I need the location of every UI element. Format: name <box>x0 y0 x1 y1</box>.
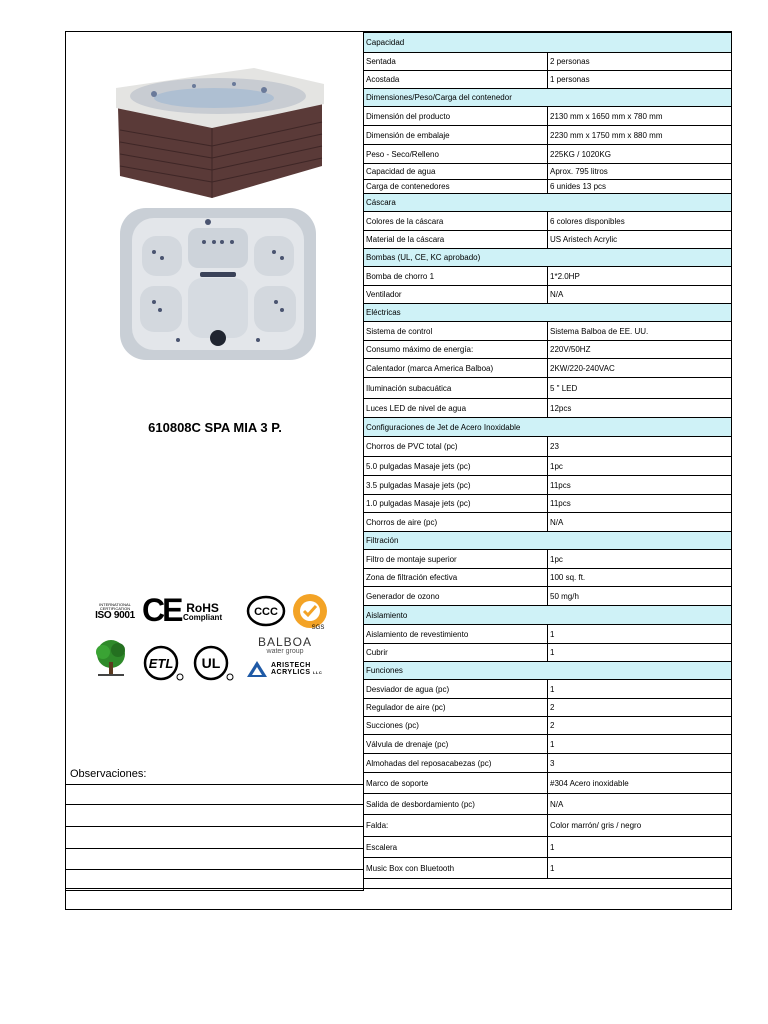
aristech-mark-icon <box>246 660 268 678</box>
spec-value: 1 <box>548 735 732 754</box>
spec-value: 1 <box>548 837 732 858</box>
spec-label: Salida de desbordamiento (pc) <box>364 794 548 815</box>
spec-row <box>364 837 732 858</box>
spec-value: 1 <box>548 644 732 662</box>
spec-label: Acostada <box>364 71 548 89</box>
spec-table <box>363 32 732 879</box>
spec-value: 11pcs <box>548 495 732 513</box>
spec-value: N/A <box>548 286 732 304</box>
spec-row <box>364 858 732 879</box>
iso-line1: INTERNATIONAL <box>99 602 131 607</box>
tree-logo <box>90 638 132 680</box>
spec-label: Music Box con Bluetooth <box>364 858 548 879</box>
rohs-text: RoHS <box>186 601 219 615</box>
spec-row <box>364 754 732 773</box>
product-panel <box>66 32 364 765</box>
section-label: Aislamiento <box>364 606 732 625</box>
section-label: Dimensiones/Peso/Carga del contenedor <box>364 89 732 107</box>
spec-value: 1 personas <box>548 71 732 89</box>
spec-label: Falda: <box>364 815 548 837</box>
spec-label: Calentador (marca America Balboa) <box>364 359 548 378</box>
spec-section-header <box>364 662 732 680</box>
spec-label: Dimensión del producto <box>364 107 548 126</box>
spec-value: 2230 mm x 1750 mm x 880 mm <box>548 126 732 145</box>
spec-value: N/A <box>548 513 732 532</box>
spec-label: Bomba de chorro 1 <box>364 267 548 286</box>
spec-value: 23 <box>548 437 732 457</box>
balboa-text: BALBOA <box>258 635 313 649</box>
spec-value: 12pcs <box>548 399 732 418</box>
rohs-sub: Compliant <box>183 613 223 622</box>
spec-row <box>364 341 732 359</box>
spec-label: Cubrir <box>364 644 548 662</box>
spec-row <box>364 773 732 794</box>
etl-text: ETL <box>148 656 174 671</box>
spec-row <box>364 180 732 194</box>
spec-label: Filtro de montaje superior <box>364 550 548 569</box>
spec-value: 2 <box>548 717 732 735</box>
spec-label: Sentada <box>364 53 548 71</box>
aristech-text1: ARISTECH <box>271 662 311 669</box>
spec-row <box>364 550 732 569</box>
aristech-logo <box>246 660 322 678</box>
spec-label: Zona de filtración efectiva <box>364 569 548 587</box>
spec-row <box>364 145 732 164</box>
spec-label: Dimensión de embalaje <box>364 126 548 145</box>
spec-label: Desviador de agua (pc) <box>364 680 548 699</box>
spec-row <box>364 569 732 587</box>
spec-value: 5 " LED <box>548 378 732 399</box>
spec-label: Colores de la cáscara <box>364 212 548 231</box>
spec-row <box>364 399 732 418</box>
iso-9001-logo <box>92 603 138 621</box>
observations-table <box>66 765 364 891</box>
spec-section-header <box>364 418 732 437</box>
spec-row <box>364 267 732 286</box>
spec-section-header <box>364 33 732 53</box>
spa-side-photo <box>114 50 326 200</box>
section-label: Configuraciones de Jet de Acero Inoxidable <box>364 418 732 437</box>
aristech-text2: ACRYLICS <box>271 669 311 676</box>
spec-label: Válvula de drenaje (pc) <box>364 735 548 754</box>
product-title: 610808C SPA MIA 3 P. <box>148 420 282 435</box>
observations-row <box>66 869 364 890</box>
iso-main: ISO 9001 <box>95 610 135 621</box>
spec-value: #304 Acero inoxidable <box>548 773 732 794</box>
spec-section-header <box>364 532 732 550</box>
spec-row <box>364 513 732 532</box>
spec-label: 1.0 pulgadas Masaje jets (pc) <box>364 495 548 513</box>
iso-line2: CERTIFICATION <box>99 606 131 611</box>
spec-label: Chorros de aire (pc) <box>364 513 548 532</box>
spec-section-header <box>364 606 732 625</box>
spec-row <box>364 437 732 457</box>
spec-label: Marco de soporte <box>364 773 548 794</box>
spec-row <box>364 126 732 145</box>
spec-row <box>364 587 732 606</box>
spec-section-header <box>364 89 732 107</box>
spec-row <box>364 457 732 476</box>
spec-value: US Aristech Acrylic <box>548 231 732 249</box>
spec-label: Iluminación subacuática <box>364 378 548 399</box>
spec-value: 3 <box>548 754 732 773</box>
spec-label: Chorros de PVC total (pc) <box>364 437 548 457</box>
spec-row <box>364 717 732 735</box>
spec-value: 220V/50HZ <box>548 341 732 359</box>
spec-row <box>364 212 732 231</box>
balboa-logo <box>258 636 312 655</box>
spec-label: Escalera <box>364 837 548 858</box>
section-label: Eléctricas <box>364 304 732 322</box>
section-label: Bombas (UL, CE, KC aprobado) <box>364 249 732 267</box>
spec-value: 1 <box>548 680 732 699</box>
spec-row <box>364 625 732 644</box>
sgs-logo <box>290 593 330 631</box>
observations-row <box>66 848 364 869</box>
spec-label: Sistema de control <box>364 322 548 341</box>
spec-label: Luces LED de nivel de agua <box>364 399 548 418</box>
etl-logo <box>142 644 186 682</box>
spec-section-header <box>364 249 732 267</box>
ce-logo: CE <box>142 592 181 628</box>
spec-value: 6 colores disponibles <box>548 212 732 231</box>
section-label: Capacidad <box>364 33 732 53</box>
spec-row <box>364 794 732 815</box>
spec-value: Sistema Balboa de EE. UU. <box>548 322 732 341</box>
spec-row <box>364 735 732 754</box>
spec-value: 6 unides 13 pcs <box>548 180 732 194</box>
spec-value: 50 mg/h <box>548 587 732 606</box>
spec-row <box>364 322 732 341</box>
spec-value: 100 sq. ft. <box>548 569 732 587</box>
spec-label: Ventilador <box>364 286 548 304</box>
section-label: Filtración <box>364 532 732 550</box>
spec-row <box>364 164 732 180</box>
spa-top-photo <box>118 206 318 362</box>
spec-value: 1 <box>548 858 732 879</box>
spec-label: Peso - Seco/Relleno <box>364 145 548 164</box>
spec-row <box>364 231 732 249</box>
spec-label: Material de la cáscara <box>364 231 548 249</box>
spec-value: Aprox. 795 litros <box>548 164 732 180</box>
spec-value: 1pc <box>548 550 732 569</box>
spec-sheet <box>65 31 732 910</box>
spec-label: Aislamiento de revestimiento <box>364 625 548 644</box>
bottom-row <box>66 888 731 909</box>
spec-label: Regulador de aire (pc) <box>364 699 548 717</box>
spec-section-header <box>364 304 732 322</box>
spec-value: 225KG / 1020KG <box>548 145 732 164</box>
ccc-logo <box>246 595 286 627</box>
spec-value: Color marrón/ gris / negro <box>548 815 732 837</box>
spec-value: 11pcs <box>548 476 732 495</box>
ul-text: UL <box>201 655 221 671</box>
spec-label: Capacidad de agua <box>364 164 548 180</box>
observations-row <box>66 804 364 826</box>
spec-label: Generador de ozono <box>364 587 548 606</box>
spec-row <box>364 476 732 495</box>
spec-row <box>364 53 732 71</box>
spec-row <box>364 680 732 699</box>
balboa-sub: water group <box>266 648 304 655</box>
spec-row <box>364 495 732 513</box>
spec-value: 1*2.0HP <box>548 267 732 286</box>
spec-label: Carga de contenedores <box>364 180 548 194</box>
spec-value: 2 <box>548 699 732 717</box>
spec-row <box>364 815 732 837</box>
spec-row <box>364 107 732 126</box>
spec-value: 1pc <box>548 457 732 476</box>
section-label: Funciones <box>364 662 732 680</box>
aristech-llc: LLC <box>312 670 323 675</box>
observations-row <box>66 826 364 848</box>
spec-row <box>364 378 732 399</box>
spec-row <box>364 71 732 89</box>
spec-section-header <box>364 194 732 212</box>
sgs-text: SGS <box>311 625 325 631</box>
spec-value: 2 personas <box>548 53 732 71</box>
spec-label: Almohadas del reposacabezas (pc) <box>364 754 548 773</box>
spec-value: 2KW/220-240VAC <box>548 359 732 378</box>
spec-row <box>364 644 732 662</box>
spec-label: 3.5 pulgadas Masaje jets (pc) <box>364 476 548 495</box>
rohs-logo <box>183 602 222 622</box>
ul-logo <box>192 644 236 682</box>
spec-value: 2130 mm x 1650 mm x 780 mm <box>548 107 732 126</box>
observations-row <box>66 784 364 804</box>
spec-label: Succiones (pc) <box>364 717 548 735</box>
spec-value: 1 <box>548 625 732 644</box>
spec-label: Consumo máximo de energía: <box>364 341 548 359</box>
spec-value: N/A <box>548 794 732 815</box>
spec-row <box>364 286 732 304</box>
spec-label: 5.0 pulgadas Masaje jets (pc) <box>364 457 548 476</box>
spec-row <box>364 699 732 717</box>
spec-row <box>364 359 732 378</box>
observations-label: Observaciones: <box>66 765 364 784</box>
section-label: Cáscara <box>364 194 732 212</box>
ccc-text: CCC <box>254 606 278 618</box>
